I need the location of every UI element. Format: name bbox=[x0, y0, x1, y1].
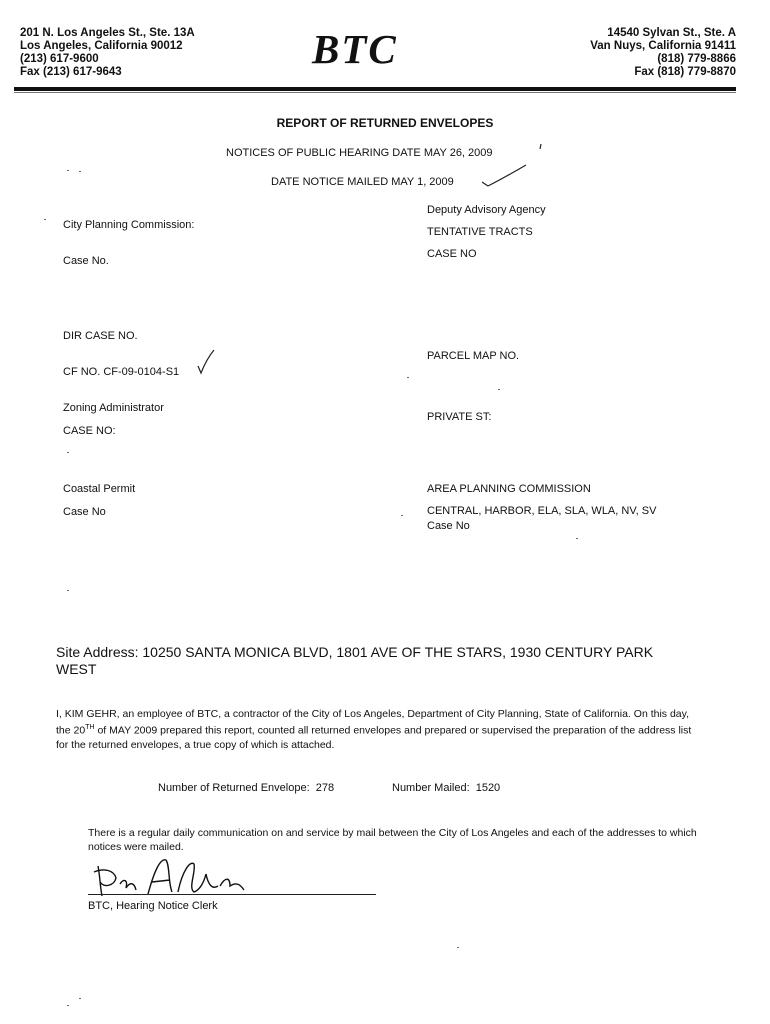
mailed-label: Number Mailed: bbox=[392, 782, 470, 794]
tentative-tracts-label: TENTATIVE TRACTS bbox=[427, 226, 533, 238]
returned-label: Number of Returned Envelope: bbox=[158, 782, 310, 794]
scan-speck bbox=[401, 515, 403, 516]
private-st-label: PRIVATE ST: bbox=[427, 411, 492, 423]
scan-speck bbox=[407, 377, 409, 378]
scan-speck bbox=[67, 452, 69, 453]
ordinal-suffix: TH bbox=[85, 724, 95, 731]
letterhead-rule bbox=[14, 87, 736, 91]
report-title: REPORT OF RETURNED ENVELOPES bbox=[276, 116, 494, 130]
address-line: 201 N. Los Angeles St., Ste. 13A bbox=[20, 27, 195, 39]
scan-speck bbox=[457, 947, 459, 948]
address-line: Los Angeles, California 90012 bbox=[20, 40, 183, 52]
letterhead-right-address bbox=[590, 27, 736, 79]
area-planning-label: AREA PLANNING COMMISSION bbox=[427, 483, 591, 495]
returned-value: 278 bbox=[315, 782, 335, 794]
phone-line: (818) 779-8866 bbox=[657, 53, 736, 65]
deputy-agency-label: Deputy Advisory Agency bbox=[427, 204, 546, 216]
handwritten-signature bbox=[90, 852, 250, 900]
scan-speck bbox=[79, 998, 81, 999]
check-mark-icon bbox=[480, 162, 530, 192]
returned-count bbox=[158, 782, 334, 794]
area-case-label: Case No bbox=[427, 520, 470, 532]
address-line: 14540 Sylvan St., Ste. A bbox=[607, 27, 736, 39]
dir-case-label: DIR CASE NO. bbox=[63, 330, 138, 342]
statement-paragraph bbox=[56, 707, 696, 752]
letterhead-left-address bbox=[20, 27, 195, 79]
address-line: Van Nuys, California 91411 bbox=[590, 40, 736, 52]
scan-speck bbox=[44, 219, 46, 220]
zoning-case-label: CASE NO: bbox=[63, 425, 116, 437]
coastal-case-label: Case No bbox=[63, 506, 106, 518]
fax-line: Fax (213) 617-9643 bbox=[20, 66, 122, 78]
area-list: CENTRAL, HARBOR, ELA, SLA, WLA, NV, SV bbox=[427, 505, 657, 517]
site-address: Site Address: 10250 SANTA MONICA BLVD, 1801 AVE OF THE STARS, 1930 CENTURY PARK WEST bbox=[56, 644, 654, 677]
mailed-value: 1520 bbox=[475, 782, 501, 794]
signature-line bbox=[88, 894, 376, 895]
check-mark-icon bbox=[538, 143, 544, 153]
city-planning-label: City Planning Commission: bbox=[63, 219, 195, 231]
statement-text: I, KIM GEHR, an employee of BTC, a contractor of the City of Los Angeles, Department of City Planning, State of California. On this day, the 20 bbox=[56, 708, 690, 737]
btc-logo: BTC bbox=[312, 26, 398, 72]
scan-speck bbox=[67, 590, 69, 591]
scan-speck bbox=[67, 170, 69, 171]
communication-paragraph: There is a regular daily communication on and service by mail between the City of Los Angeles and each of the addresses to which notices were mailed. bbox=[88, 827, 697, 853]
scan-speck bbox=[79, 171, 81, 172]
mailed-date-line: DATE NOTICE MAILED MAY 1, 2009 bbox=[271, 176, 454, 188]
scan-speck bbox=[498, 389, 500, 390]
hearing-date-line: NOTICES OF PUBLIC HEARING DATE MAY 26, 2009 bbox=[226, 147, 493, 159]
statement-text: of MAY 2009 prepared this report, counted all returned envelopes and prepared or supervised the preparation of the address list for the returned envelopes, a true copy of which is attached. bbox=[56, 724, 692, 751]
case-no-label: Case No. bbox=[63, 255, 109, 267]
phone-line: (213) 617-9600 bbox=[20, 53, 99, 65]
mailed-count bbox=[392, 782, 500, 794]
letterhead-rule-shadow bbox=[14, 92, 736, 93]
signer-title: BTC, Hearing Notice Clerk bbox=[88, 900, 218, 912]
fax-line: Fax (818) 779-8870 bbox=[634, 66, 736, 78]
scan-speck bbox=[67, 1005, 69, 1006]
cf-number: CF NO. CF-09-0104-S1 bbox=[63, 366, 180, 378]
check-mark-icon bbox=[196, 348, 216, 376]
zoning-admin-label: Zoning Administrator bbox=[63, 402, 164, 414]
coastal-permit-label: Coastal Permit bbox=[63, 483, 136, 495]
parcel-map-label: PARCEL MAP NO. bbox=[427, 350, 520, 362]
case-no-label: CASE NO bbox=[427, 248, 477, 260]
scan-speck bbox=[576, 538, 578, 539]
